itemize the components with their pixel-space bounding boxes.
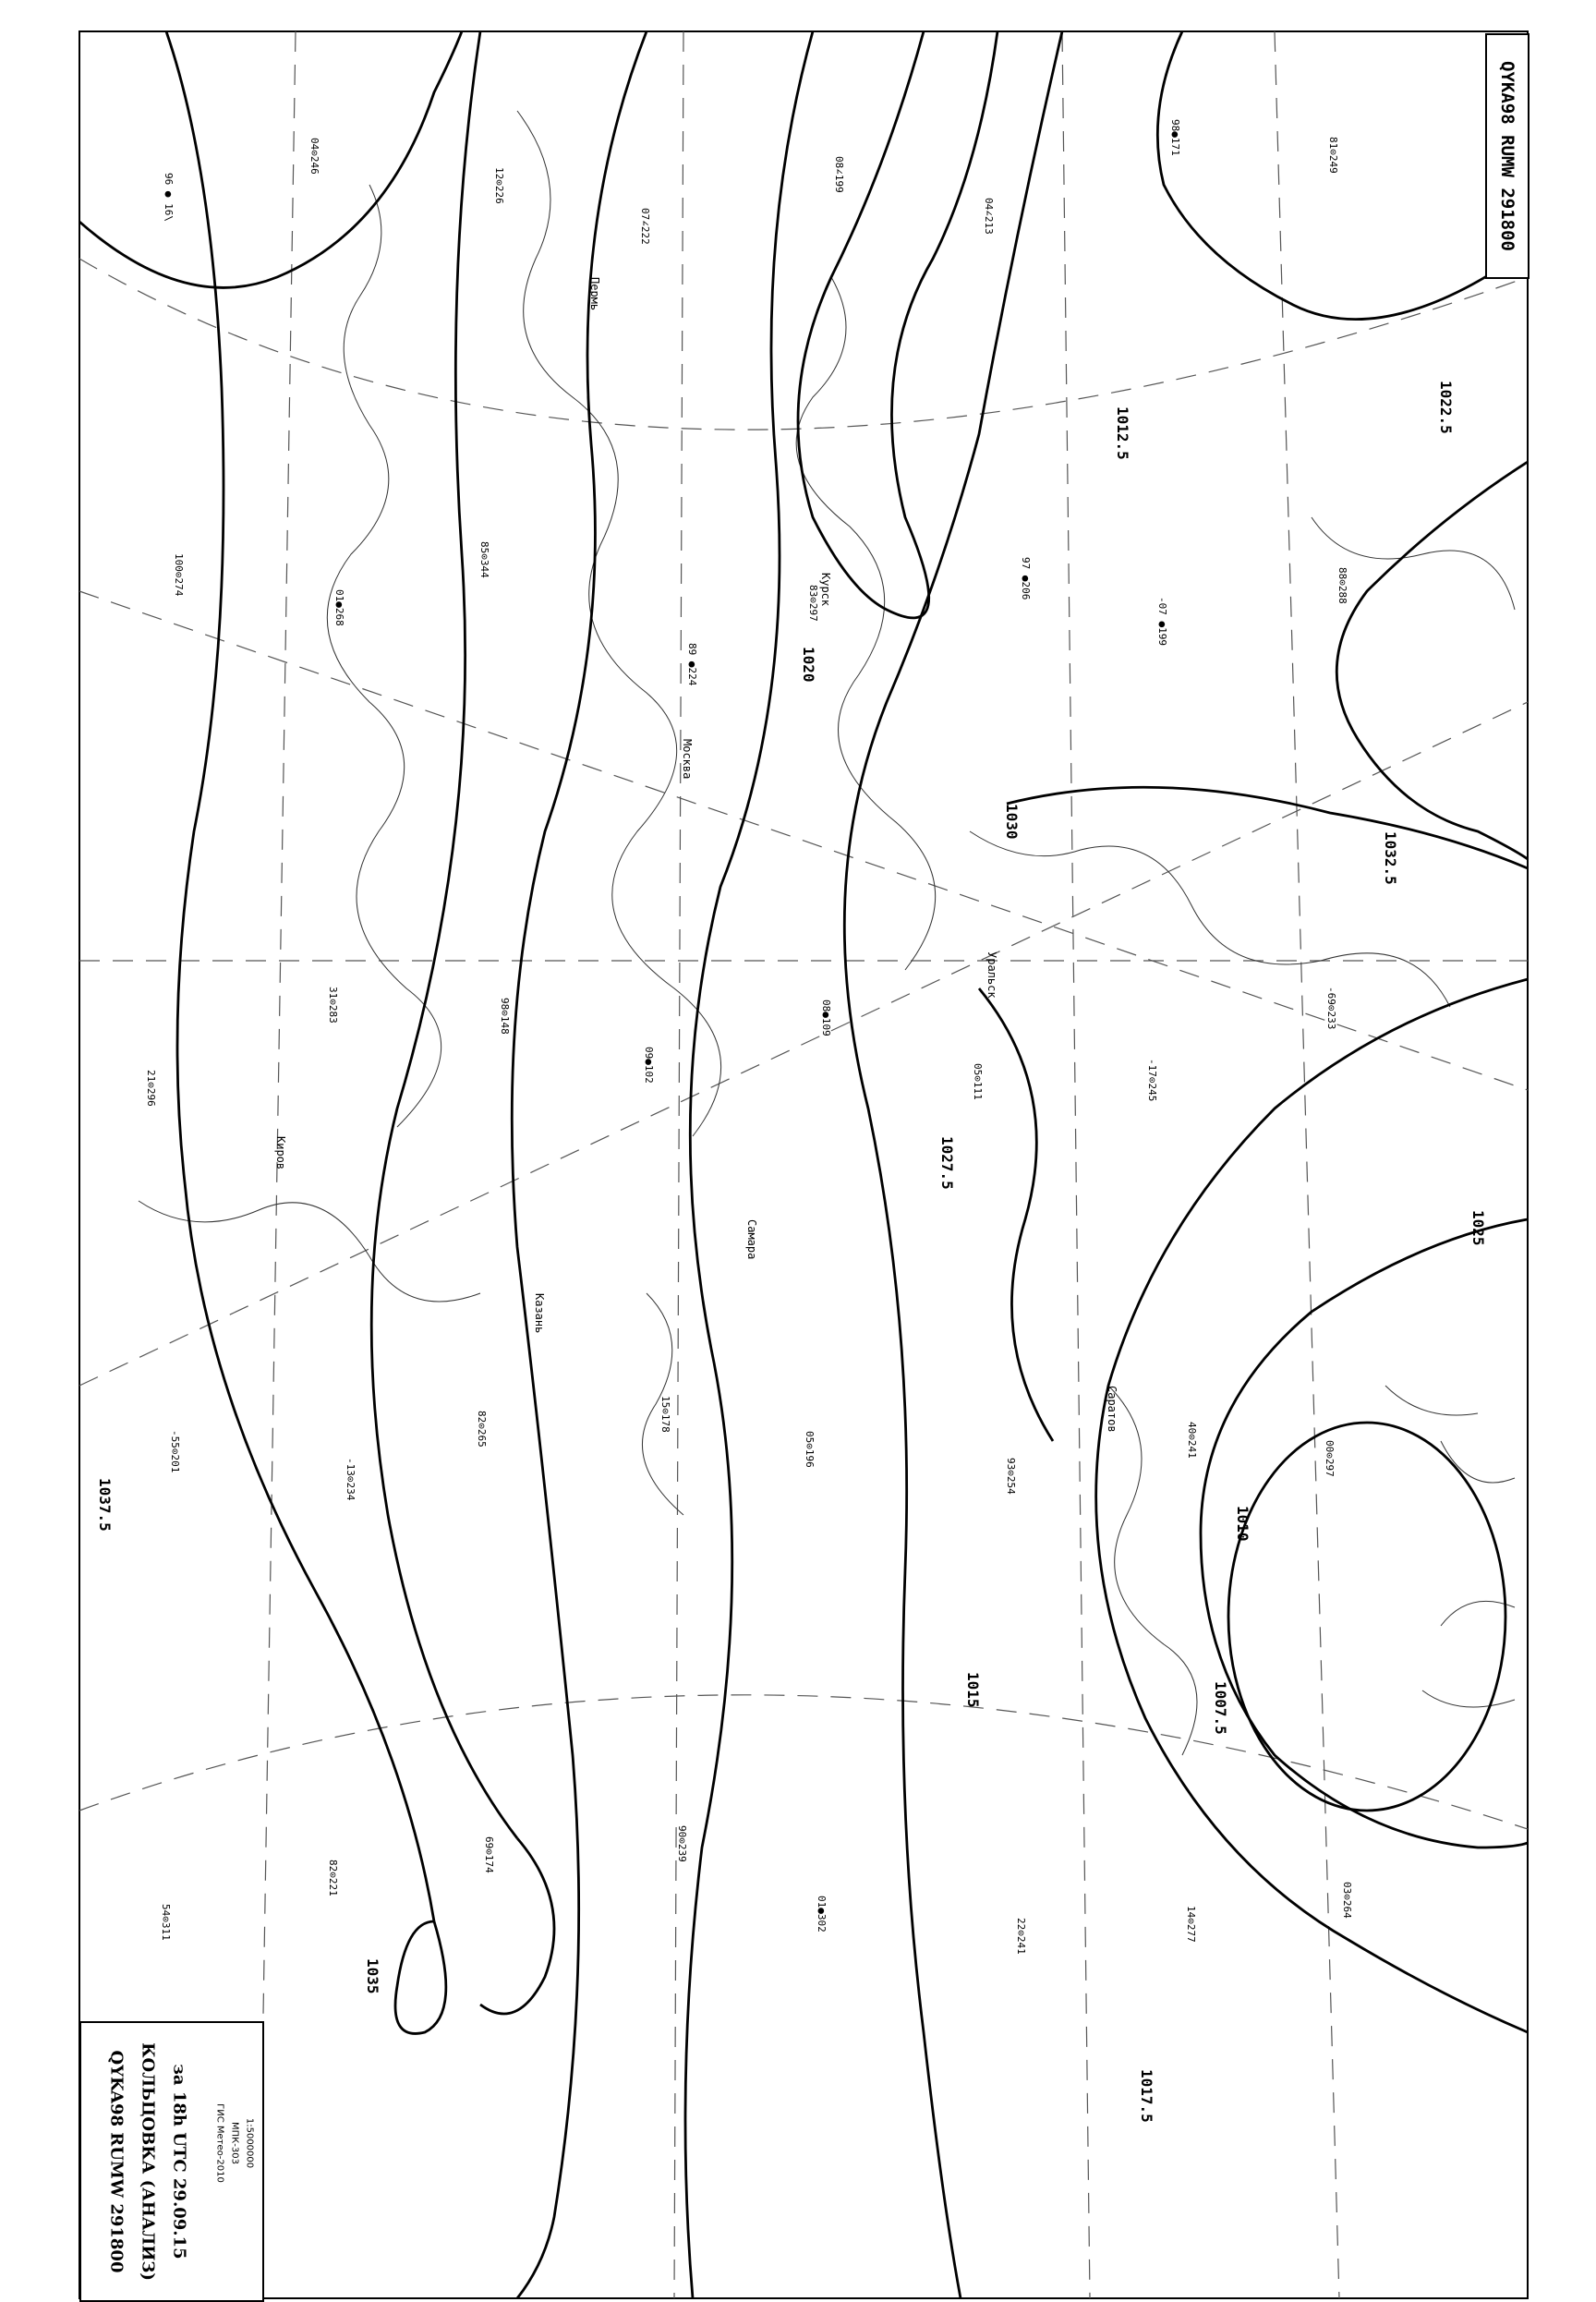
station-plot: 05⊙111 xyxy=(972,1063,984,1100)
station-plot: 98⊙148 xyxy=(499,998,511,1035)
station-plot: -17⊙245 xyxy=(1146,1059,1158,1102)
station-plot: 01●302 xyxy=(816,1896,828,1932)
station-plot: 03⊙264 xyxy=(1341,1882,1353,1919)
city-label: Саратов xyxy=(1106,1386,1118,1433)
station-plot: -13⊙234 xyxy=(345,1458,357,1501)
station-plot: 04⊙246 xyxy=(308,138,320,175)
station-plots xyxy=(145,119,1353,1955)
title-code: QYKA98 RUMW 291800 xyxy=(106,2050,127,2273)
station-plot: 69⊙174 xyxy=(483,1836,495,1873)
isobar-label: 1020 xyxy=(800,647,817,683)
isobar-label: 1022.5 xyxy=(1437,381,1455,434)
station-plot: 04∠213 xyxy=(983,198,995,235)
header-code-box xyxy=(1485,33,1530,279)
station-plot: -69⊙233 xyxy=(1325,987,1337,1030)
station-plot: 82⊙265 xyxy=(476,1411,488,1448)
station-plot: 88⊙288 xyxy=(1336,567,1348,604)
geography-lines xyxy=(139,111,1515,1755)
station-plot: 22⊙241 xyxy=(1015,1918,1027,1955)
station-plot: 98●171 xyxy=(1169,119,1181,156)
isobar-label: 1012.5 xyxy=(1114,406,1131,460)
graticule xyxy=(79,31,1528,2298)
city-label: Самара xyxy=(745,1219,758,1260)
title-datetime: за 18h UTC 29.09.15 xyxy=(169,2064,189,2260)
station-plot: 40⊙241 xyxy=(1186,1422,1198,1459)
station-plot: 14⊙277 xyxy=(1185,1906,1197,1943)
map-border xyxy=(79,31,1528,2298)
station-plot: 90⊙239 xyxy=(676,1825,688,1862)
station-plot: 00⊙297 xyxy=(1324,1440,1336,1477)
isobar-label: 1037.5 xyxy=(96,1478,114,1532)
station-plot: 31⊙283 xyxy=(327,987,339,1024)
city-label: Пермь xyxy=(588,277,601,311)
station-plot: 09●102 xyxy=(643,1047,655,1084)
station-plot: -55⊙201 xyxy=(169,1430,181,1473)
station-plot: 08●109 xyxy=(820,1000,832,1036)
station-plot: 12⊙226 xyxy=(493,167,505,204)
city-label: Москва xyxy=(681,739,694,780)
station-plot: 05⊙196 xyxy=(804,1431,816,1468)
isobar-label: 1017.5 xyxy=(1138,2069,1155,2123)
station-plot: 54⊙311 xyxy=(160,1904,172,1941)
station-plot: 01●268 xyxy=(333,589,345,626)
title-producer: МПК-303 xyxy=(229,2122,240,2164)
station-plot: 89 ●224 xyxy=(686,643,698,686)
isobars xyxy=(79,31,1528,2298)
station-plot: 08∠199 xyxy=(833,156,845,193)
station-plot: -07 ●199 xyxy=(1156,597,1168,646)
isobar-label: 1007.5 xyxy=(1212,1681,1229,1735)
city-label: Киров xyxy=(274,1136,287,1170)
isobar-label: 1032.5 xyxy=(1382,831,1399,885)
header-code: QYKA98 RUMW 291800 xyxy=(1497,61,1517,251)
station-plot: 81⊙249 xyxy=(1327,137,1339,174)
station-plot: 93⊙254 xyxy=(1005,1458,1017,1495)
station-plot: 21⊙296 xyxy=(145,1070,157,1107)
station-plot: 82⊙221 xyxy=(327,1860,339,1896)
title-scale: 1:5000000 xyxy=(244,2117,255,2169)
city-label: Курск xyxy=(819,573,832,607)
isobar-label: 1015 xyxy=(964,1672,982,1708)
title-block xyxy=(79,2021,264,2302)
station-plot: 15⊙178 xyxy=(659,1396,671,1433)
isobar-label: 1010 xyxy=(1234,1506,1251,1542)
isobar-label: 1025 xyxy=(1469,1210,1487,1246)
station-plot: 96 ● 16\ xyxy=(163,173,175,222)
city-label: Казань xyxy=(533,1293,546,1334)
title-software: ГИС Метео-2010 xyxy=(214,2103,225,2183)
station-plot: 97 ●206 xyxy=(1020,557,1032,600)
title-name: КОЛЬЦОВКА (АНАЛИЗ) xyxy=(138,2042,158,2281)
isobar-label: 1030 xyxy=(1003,804,1021,840)
isobar-label: 1027.5 xyxy=(938,1136,956,1190)
station-plot: 85⊙344 xyxy=(478,541,490,578)
station-plot: 83⊙297 xyxy=(807,585,819,622)
station-plot: 100⊙274 xyxy=(173,553,185,597)
isobar-labels xyxy=(96,381,1487,2123)
station-plot: 07∠222 xyxy=(639,208,651,245)
isobar-label: 1035 xyxy=(364,1958,381,1994)
city-label: Уральск xyxy=(985,951,998,999)
